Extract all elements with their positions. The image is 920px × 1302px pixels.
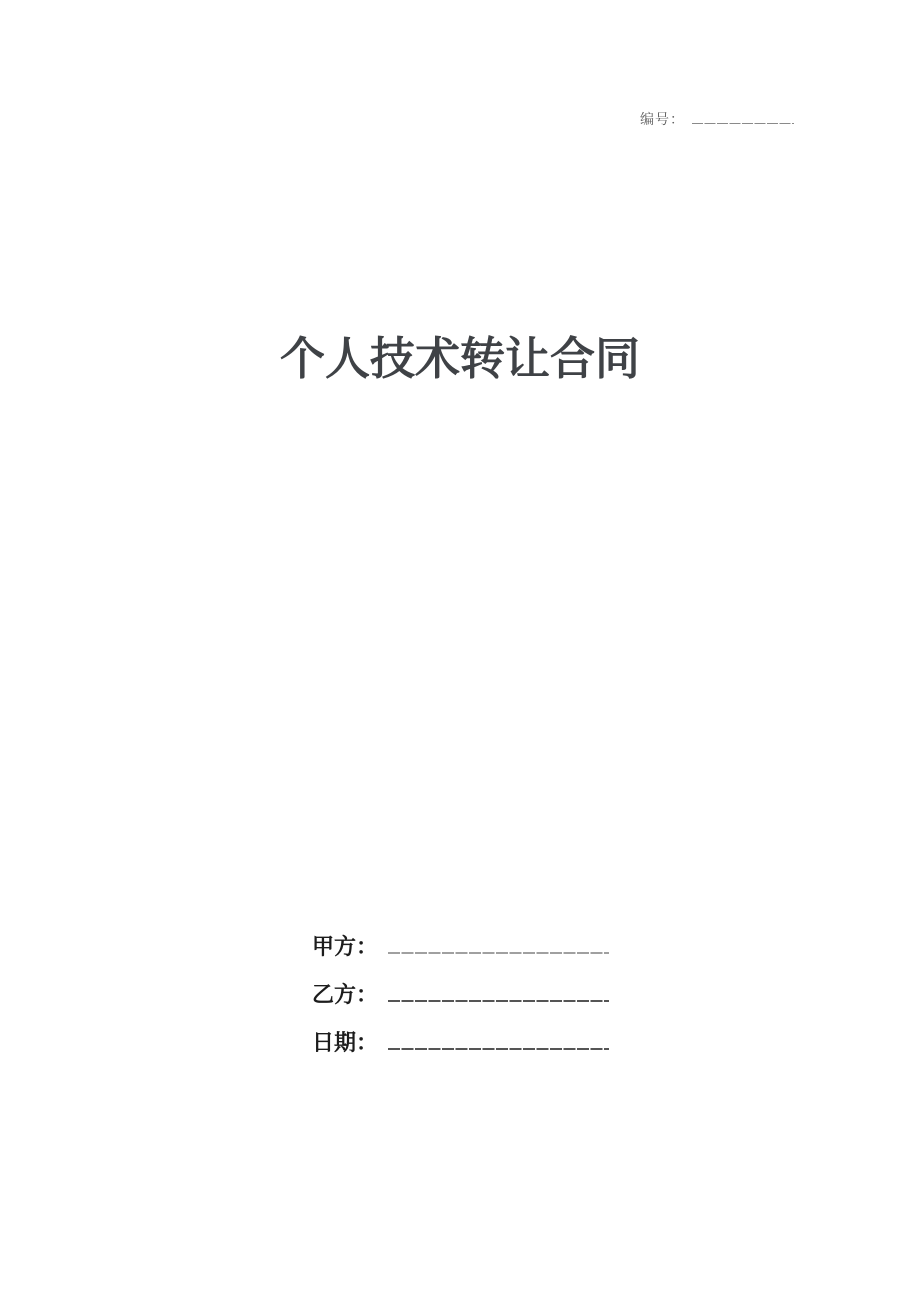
party-a-row: [312, 926, 609, 974]
document-number-label: 编号：: [640, 113, 685, 128]
document-number-field: [640, 112, 794, 130]
signature-block: [312, 926, 609, 1070]
party-a-blank-line[interactable]: [388, 952, 609, 954]
date-blank-line[interactable]: [388, 1048, 609, 1050]
document-title: 个人技术转让合同: [279, 334, 640, 384]
party-b-row: [312, 974, 609, 1022]
date-row: [312, 1022, 609, 1070]
party-b-label: 乙方：: [312, 982, 379, 1007]
party-a-label: 甲方：: [312, 934, 379, 959]
document-number-blank-line[interactable]: [692, 122, 794, 124]
party-b-blank-line[interactable]: [388, 1000, 609, 1002]
date-label: 日期：: [312, 1030, 379, 1055]
